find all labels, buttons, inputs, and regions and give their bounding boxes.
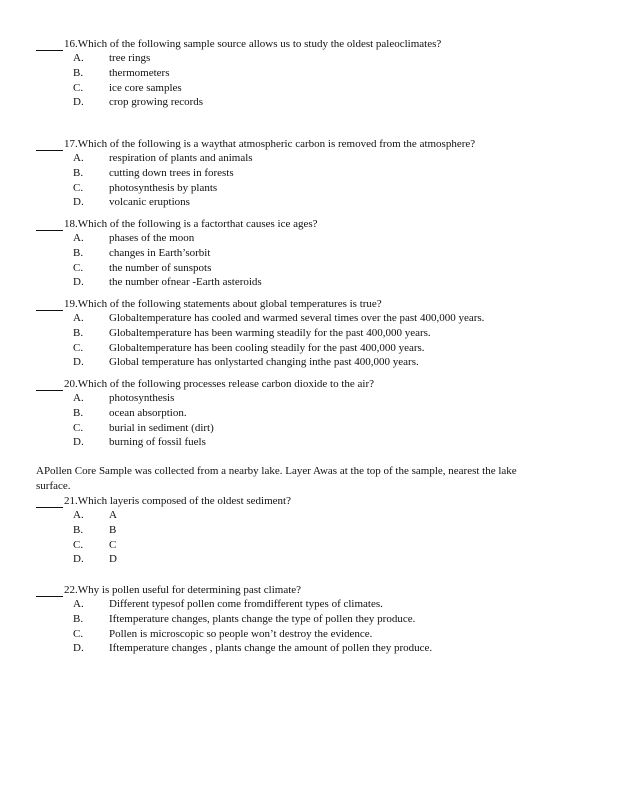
option-d: D. D xyxy=(73,553,117,566)
question-18 xyxy=(36,217,596,290)
passage-line: surface. xyxy=(36,479,71,492)
answer-blank[interactable] xyxy=(36,380,63,391)
answer-blank[interactable] xyxy=(36,300,63,311)
option-a: A. A xyxy=(73,509,117,521)
option-c: C. C xyxy=(73,538,117,551)
option-d: D. the number ofnear -Earth asteroids xyxy=(73,276,262,289)
option-c: C. ice core samples xyxy=(73,81,182,94)
option-b: B. Iftemperature changes, plants change the type of pollen they produce. xyxy=(73,612,416,625)
question-stem: 20.Which of the following processes release carbon dioxide to the air? xyxy=(64,378,375,390)
question-stem: 21.Which layeris composed of the oldest sediment? xyxy=(64,495,291,507)
question-16 xyxy=(36,37,596,110)
question-stem: 18.Which of the following is a factorthat causes ice ages? xyxy=(64,218,318,230)
option-c: C. burial in sediment (dirt) xyxy=(73,421,214,434)
option-a: A. phases of the moon xyxy=(73,232,195,244)
question-stem: 22.Why is pollen useful for determining past climate? xyxy=(64,584,302,596)
option-a: A. respiration of plants and animals xyxy=(73,152,253,164)
answer-blank[interactable] xyxy=(36,586,63,597)
answer-blank[interactable] xyxy=(36,140,63,151)
option-d: D. burning of fossil fuels xyxy=(73,436,206,449)
question-22 xyxy=(36,583,596,656)
answer-blank[interactable] xyxy=(36,40,63,51)
option-a: A. photosynthesis xyxy=(73,392,175,404)
option-b: B. cutting down trees in forests xyxy=(73,166,234,179)
option-a: A. Different typesof pollen come fromdifferent types of climates. xyxy=(73,598,383,610)
option-c: C. Pollen is microscopic so people won’t destroy the evidence. xyxy=(73,627,373,640)
question-20 xyxy=(36,377,596,450)
passage xyxy=(36,464,592,493)
question-stem: 16.Which of the following sample source allows us to study the oldest paleoclimates? xyxy=(64,38,442,50)
question-stem: 19.Which of the following statements about global temperatures is true? xyxy=(64,298,382,310)
option-d: D. Global temperature has onlystarted changing inthe past 400,000 years. xyxy=(73,356,419,369)
question-17 xyxy=(36,137,596,210)
option-b: B. Globaltemperature has been warming steadily for the past 400,000 years. xyxy=(73,326,431,339)
option-b: B. ocean absorption. xyxy=(73,406,187,419)
option-c: C. photosynthesis by plants xyxy=(73,181,218,194)
question-19 xyxy=(36,297,596,370)
option-c: C. the number of sunspots xyxy=(73,261,212,274)
question-21 xyxy=(36,494,596,567)
question-stem: 17.Which of the following is a waythat atmospheric carbon is removed from the atmosphere? xyxy=(64,138,476,150)
option-b: B. thermometers xyxy=(73,66,170,79)
answer-blank[interactable] xyxy=(36,497,63,508)
option-b: B. changes in Earth’sorbit xyxy=(73,246,211,259)
option-b: B. B xyxy=(73,523,117,536)
option-d: D. Iftemperature changes , plants change the amount of pollen they produce. xyxy=(73,642,433,655)
option-d: D. crop growing records xyxy=(73,96,204,109)
answer-blank[interactable] xyxy=(36,220,63,231)
option-a: A. tree rings xyxy=(73,52,151,64)
option-a: A. Globaltemperature has cooled and warmed several times over the past 400,000 years. xyxy=(73,312,485,324)
option-d: D. volcanic eruptions xyxy=(73,196,190,209)
passage-line: APollen Core Sample was collected from a nearby lake. Layer Awas at the top of the sample, nearest the lake xyxy=(36,465,517,477)
option-c: C. Globaltemperature has been cooling steadily for the past 400,000 years. xyxy=(73,341,425,354)
